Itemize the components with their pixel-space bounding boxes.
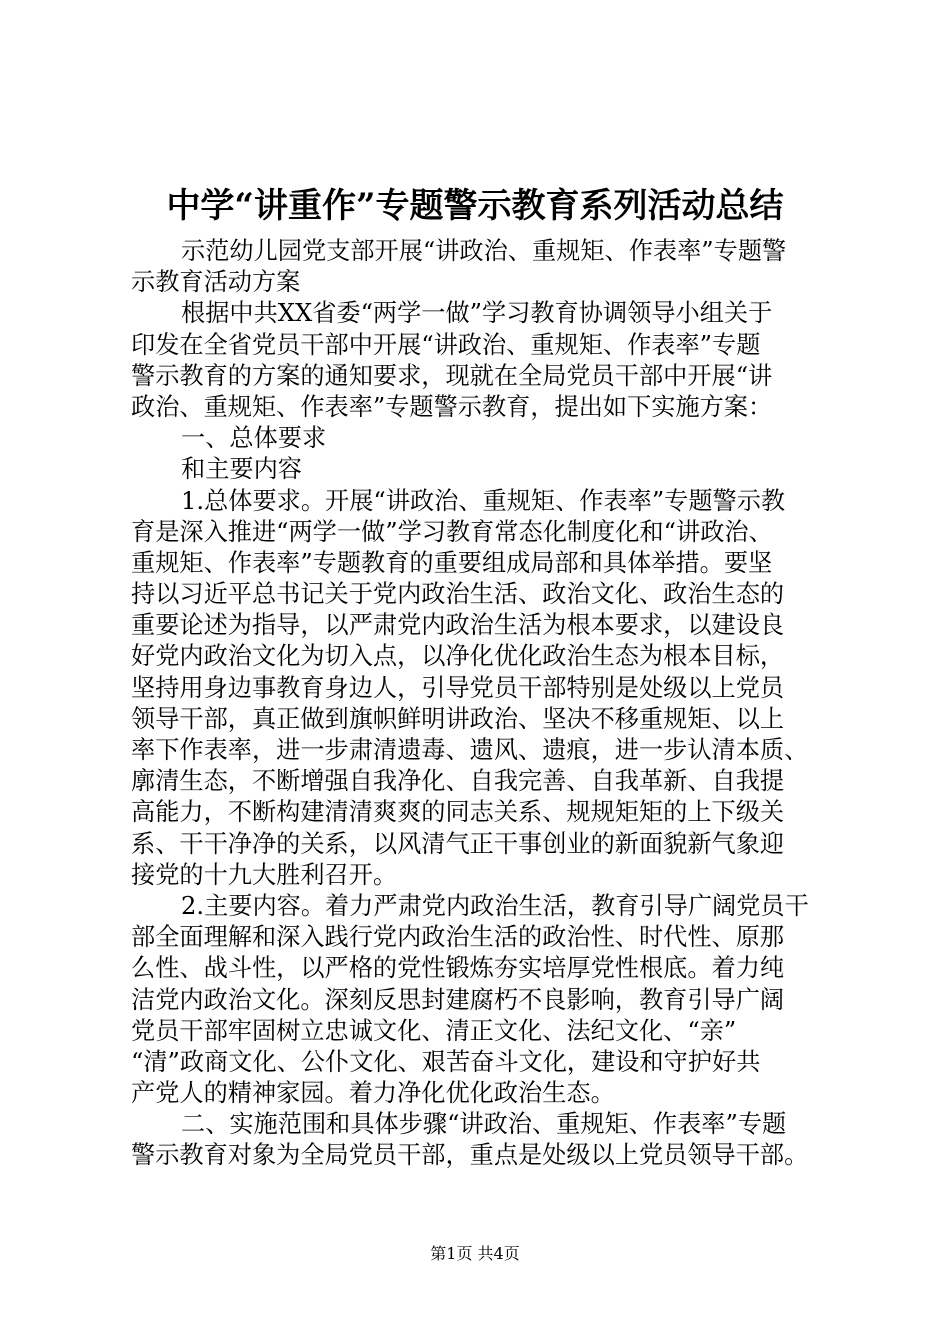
section-heading: 一、总体要求: [181, 424, 327, 453]
body-line: 重规矩、作表率”专题教育的重要组成局部和具体举措。要坚: [131, 548, 773, 577]
body-line: 部全面理解和深入践行党内政治生活的政治性、时代性、原那: [131, 923, 785, 952]
body-line: 2.主要内容。着力严肃党内政治生活，教育引导广阔党员干: [181, 891, 809, 920]
body-line: 高能力，不断构建清清爽爽的同志关系、规规矩矩的上下级关: [131, 798, 785, 827]
body-line: 好党内政治文化为切入点，以净化优化政治生态为根本目标，: [131, 642, 785, 671]
body-line: 根据中共XX省委“两学一做”学习教育协调领导小组关于: [181, 299, 773, 328]
body-line: 系、干干净净的关系，以风清气正干事创业的新面貌新气象迎: [131, 829, 785, 858]
body-line: 示范幼儿园党支部开展“讲政治、重规矩、作表率”专题警: [181, 237, 787, 265]
body-line: 接党的十九大胜利召开。: [131, 860, 398, 889]
body-line: 1.总体要求。开展“讲政治、重规矩、作表率”专题警示教: [181, 486, 786, 515]
body-line: 示教育活动方案: [131, 268, 301, 297]
body-line: 警示教育的方案的通知要求，现就在全局党员干部中开展“讲: [131, 361, 773, 390]
body-line: 和主要内容: [181, 455, 302, 484]
page-number-footer: 第1页 共4页: [430, 1244, 520, 1263]
body-line: 育是深入推进“两学一做”学习教育常态化制度化和“讲政治、: [131, 517, 773, 546]
document-body: [131, 236, 831, 1172]
body-line: 警示教育对象为全局党员干部，重点是处级以上党员领导干部。: [131, 1141, 809, 1170]
body-line: 领导干部，真正做到旗帜鲜明讲政治、坚决不移重规矩、以上: [131, 704, 785, 733]
section-heading: 二、实施范围和具体步骤“讲政治、重规矩、作表率”专题: [181, 1110, 787, 1139]
body-line: 廓清生态，不断增强自我净化、自我完善、自我革新、自我提: [131, 767, 785, 796]
body-line: 政治、重规矩、作表率”专题警示教育，提出如下实施方案：: [131, 392, 773, 421]
body-line: 党员干部牢固树立忠诚文化、清正文化、法纪文化、“亲”: [131, 1016, 737, 1045]
body-line: 重要论述为指导，以严肃党内政治生活为根本要求，以建设良: [131, 611, 785, 640]
body-line: 持以习近平总书记关于党内政治生活、政治文化、政治生态的: [131, 580, 785, 609]
body-line: 洁党内政治文化。深刻反思封建腐朽不良影响，教育引导广阔: [131, 985, 785, 1014]
body-line: 率下作表率，进一步肃清遗毒、遗风、遗痕，进一步认清本质、: [131, 736, 809, 764]
body-line: 产党人的精神家园。着力净化优化政治生态。: [131, 1079, 615, 1108]
body-line: 坚持用身边事教育身边人，引导党员干部特别是处级以上党员: [131, 673, 785, 702]
body-line: 么性、战斗性，以严格的党性锻炼夯实培厚党性根底。着力纯: [131, 954, 785, 983]
document-title: 中学“讲重作”专题警示教育系列活动总结: [166, 186, 784, 226]
body-line: 印发在全省党员干部中开展“讲政治、重规矩、作表率”专题: [131, 330, 761, 359]
body-line: “清”政商文化、公仆文化、艰苦奋斗文化，建设和守护好共: [131, 1047, 761, 1076]
